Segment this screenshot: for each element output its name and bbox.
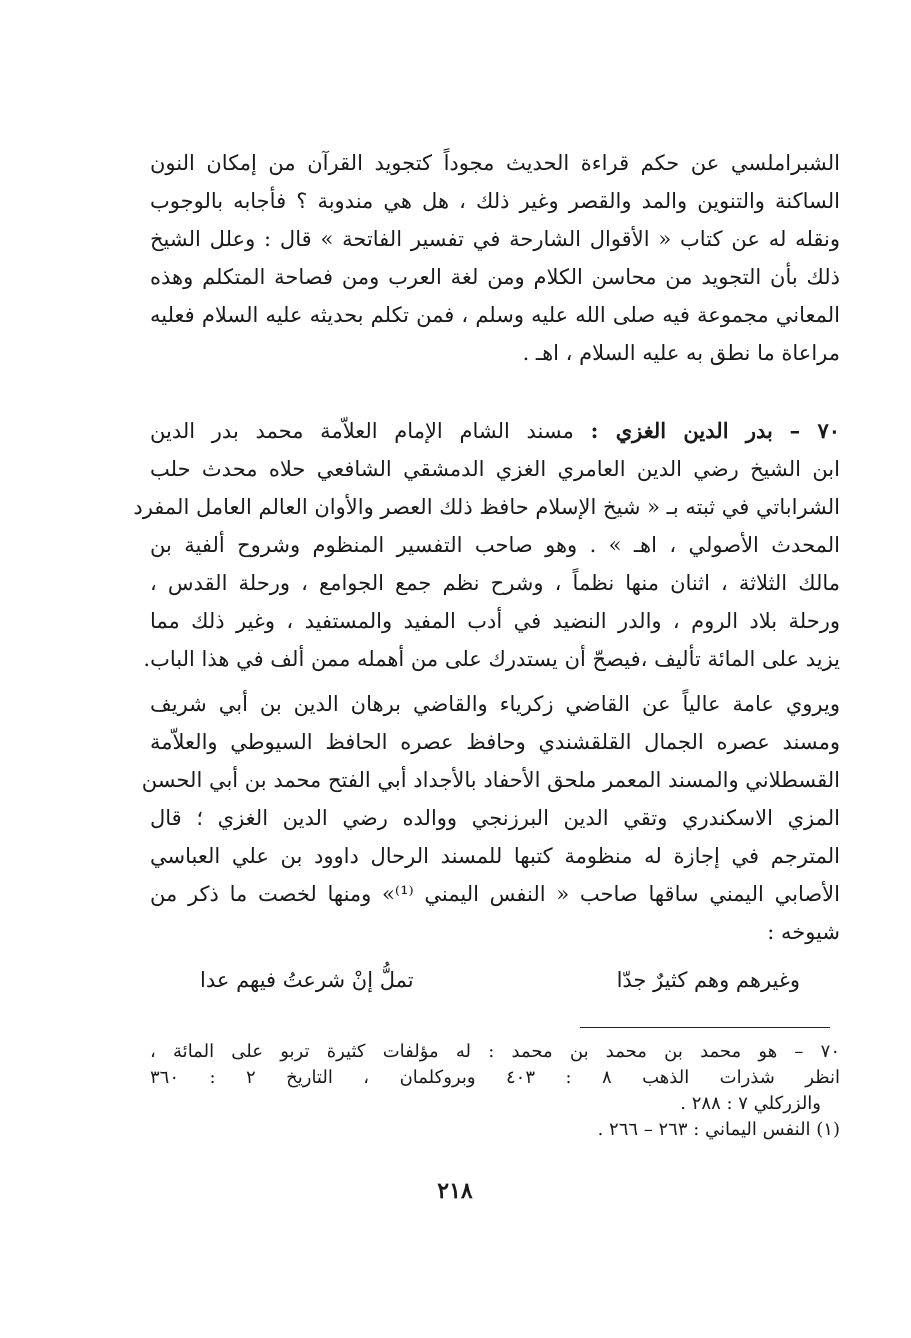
para2-line: ومسند عصره الجمال القلقشندي وحافظ عصره الحافظ السيوطي والعلاّمة xyxy=(150,730,840,754)
body-line: الشبراملسي عن حكم قراءة الحديث مجوداً كتجويد القرآن من إمكان النون xyxy=(150,151,840,175)
verse-hemistich-1: وغيرهم وهم كثيرٌ جدّا xyxy=(616,968,800,992)
footnote-line: انظر شذرات الذهب ٨ : ٤٠٣ وبروكلمان ، التاريخ ٢ : ٣٦٠ xyxy=(150,1067,840,1088)
entry-line: المحدث الأصولي ، اهـ » . وهو صاحب التفسير المنظوم وشروح ألفية بن xyxy=(150,533,840,557)
para2-line: القسطلاني والمسند المعمر ملحق الأحفاد بالأجداد أبي الفتح محمد بن أبي الحسن xyxy=(141,768,840,792)
verse-hemistich-2: تملُّ إنْ شرعتُ فيهم عدا xyxy=(200,968,414,992)
entry-line: الشراباتي في ثبته بـ « شيخ الإسلام حافظ ذلك العصر والأوان العالم العامل المفرد xyxy=(133,495,840,519)
footnote-line: والزركلي ٧ : ٢٨٨ . xyxy=(680,1093,821,1114)
entry-first-line: مسند الشام الإمام العلاّمة محمد بدر الدين xyxy=(150,419,574,443)
footnote-line: ٧٠ – هو محمد بن محمد بن محمد : له مؤلفات كثيرة تربو على المائة ، xyxy=(150,1041,840,1062)
entry-line: ورحلة بلاد الروم ، والدر النضيد في أدب المفيد والمستفيد ، وغير ذلك مما xyxy=(150,609,840,633)
entry-line: ابن الشيخ رضي الدين العامري الغزي الدمشقي الشافعي حلاه محدث حلب xyxy=(150,457,840,481)
para2-line: شيوخه : xyxy=(767,920,840,944)
footnote-line: (١) النفس اليماني : ٢٦٣ – ٢٦٦ . xyxy=(597,1119,840,1140)
page-number: ٢١٨ xyxy=(437,1178,473,1204)
entry-number: ٧٠ – xyxy=(789,418,840,443)
body-line: المعاني مجموعة فيه صلى الله عليه وسلم ، فمن تكلم بحديثه عليه السلام فعليه xyxy=(150,303,840,327)
entry-heading-line xyxy=(150,414,840,448)
para2-line: ويروي عامة عالياً عن القاضي زكرياء والقاضي برهان الدين بن أبي شريف xyxy=(150,692,840,716)
body-line: ذلك بأن التجويد من محاسن الكلام ومن لغة العرب ومن فصاحة المتكلم وهذه xyxy=(150,265,840,289)
body-line: مراعاة ما نطق به عليه السلام ، اهـ . xyxy=(522,341,840,365)
para2-line: المترجم في إجازة له منظومة كتبها للمسند الرحال داوود بن علي العباسي xyxy=(150,844,840,868)
footnote-separator xyxy=(580,1027,830,1028)
para2-line: المزي الاسكندري وتقي الدين البرزنجي ووالده رضي الدين الغزي ؛ قال xyxy=(150,806,840,830)
entry-name: بدر الدين الغزي : xyxy=(590,418,773,443)
poetry-verse xyxy=(200,963,800,997)
entry-line: مالك الثلاثة ، اثنان منها نظماً ، وشرح نظم جمع الجوامع ، ورحلة القدس ، xyxy=(150,571,840,595)
body-line: ونقله له عن كتاب « الأقوال الشارحة في تفسير الفاتحة » قال : وعلل الشيخ xyxy=(150,227,840,251)
entry-line: يزيد على المائة تأليف ،فيصحّ أن يستدرك على من أهمله ممن ألف في هذا الباب. xyxy=(143,647,840,671)
para2-line: الأصابي اليمني ساقها صاحب « النفس اليمني ⁽¹⁾» ومنها لخصت ما ذكر من xyxy=(150,882,840,906)
body-line: الساكنة والتنوين والمد والقصر وغير ذلك ، هل هي مندوبة ؟ فأجابه بالوجوب xyxy=(150,189,840,213)
